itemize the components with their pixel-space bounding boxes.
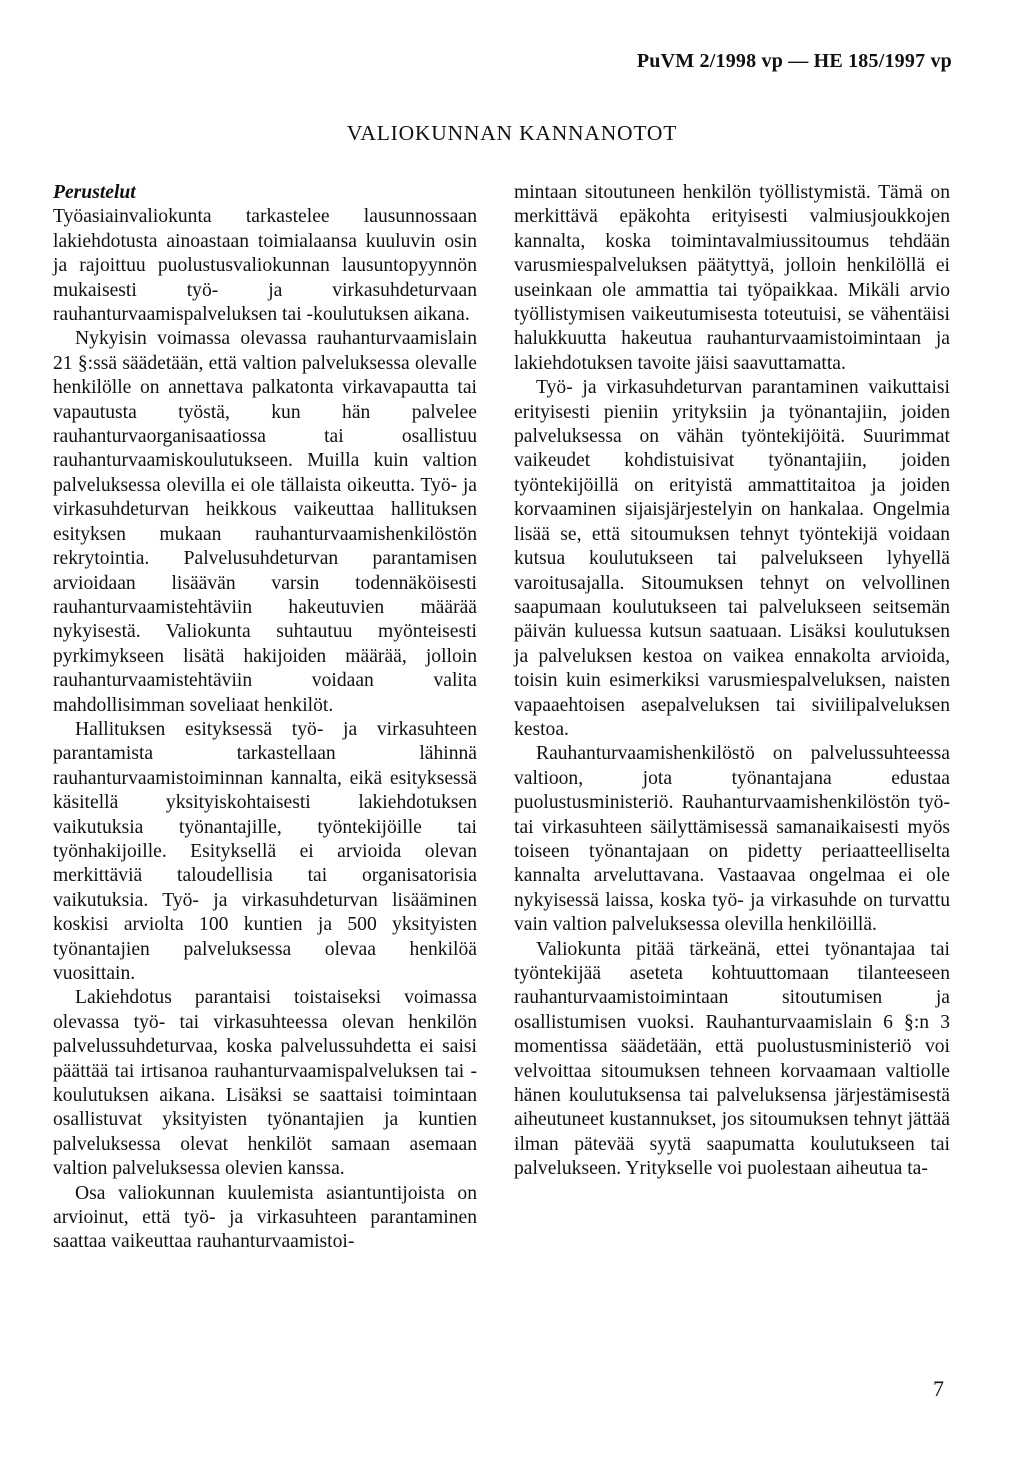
- paragraph: Työ- ja virkasuhdeturvan parantaminen vaikuttaisi erityisesti pieniin yrityksiin ja työnantajiin, joiden palveluksessa on vähän työntekijöitä. Suurimmat vaikeudet kohdistuisivat työnantajiin, joiden työntekijöillä on erityistä ammattitaitoa ja joiden korvaaminen sijaisjärjestelyin on hankalaa. Ongelmia lisää se, että sitoumuksen tehnyt työntekijä voidaan kutsua koulutukseen tai palvelukseen lyhyellä varoitusajalla. Sitoumuksen tehnyt on velvollinen saapumaan koulutukseen tai palvelukseen seitsemän päivän kuluessa kutsun saatuaan. Lisäksi koulutuksen ja palveluksen kestoa on vaikea ennakolta arvioida, toisin kuin esimerkiksi varusmiespalveluksen, naisten vapaaehtoisen asepalveluksen tai siviilipalveluksen kestoa.: [514, 377, 950, 740]
- paragraph: Osa valiokunnan kuulemista asiantuntijoista on arvioinut, että työ- ja virkasuhteen parantaminen saattaa vaikeuttaa rauhanturvaamistoi-: [53, 1182, 477, 1253]
- paragraph: Lakiehdotus parantaisi toistaiseksi voimassa olevassa työ- tai virkasuhteessa olevan henkilön palvelussuhdeturvaa, koska palvelussuhdetta ei saisi päättää tai irtisanoa rauhanturvaamispalveluksen tai -koulutuksen aikana. Lisäksi se saattaisi toimintaan osallistuvat yksityisten työnantajien ja kuntien palveluksessa olevat henkilöt samaan asemaan valtion palveluksessa olevien kanssa.: [53, 987, 477, 1180]
- left-column: [53, 181, 477, 1255]
- section-title: VALIOKUNNAN KANNANOTOT: [346, 121, 678, 145]
- paragraph: Valiokunta pitää tärkeänä, ettei työnantajaa tai työntekijää aseteta kohtuuttomaan tilanteeseen rauhanturvaamistoimintaan sitoutumisen ja osallistumisen vuoksi. Rauhanturvaamislain 6 §:n 3 momentissa säädetään, että puolustusministeriö voi velvoittaa sitoumuksen tehneen korvaamaan valtiolle hänen koulutuksensa tai palveluksensa järjestämisestä aiheutuneet kustannukset, jos sitoumuksen tehnyt jättää ilman pätevää syytä saapumatta koulutukseen tai palvelukseen. Yritykselle voi puolestaan aiheutua ta-: [514, 938, 950, 1180]
- document-reference: PuVM 2/1998 vp — HE 185/1997 vp: [636, 50, 952, 72]
- page-number: 7: [933, 1376, 944, 1401]
- paragraph: Työasiainvaliokunta tarkastelee lausunnossaan lakiehdotusta ainoastaan toimialaansa kuuluvin osin ja rajoittuu puolustusvaliokunnan lausuntopyynnön mukaisesti työ- ja virkasuhdeturvaan rauhanturvaamispalveluksen tai -koulutuksen aikana.: [53, 206, 477, 326]
- paragraph: Hallituksen esityksessä työ- ja virkasuhteen parantamista tarkastellaan lähinnä rauhanturvaamistoiminnan kannalta, eikä esityksessä käsitellä yksityiskohtaisesti lakiehdotuksen vaikutuksia työnantajille, työntekijöille tai työnhakijoille. Esityksellä ei arvioida olevan merkittäviä taloudellisia tai organisatorisia vaikutuksia. Työ- ja virkasuhdeturvan lisääminen koskisi arviolta 100 kuntien ja 500 yksityisten työnantajien palveluksessa olevaa henkilöä vuosittain.: [53, 718, 477, 984]
- paragraph: Nykyisin voimassa olevassa rauhanturvaamislain 21 §:ssä säädetään, että valtion palveluksessa olevalle henkilölle on annettava palkatonta virkavapautta tai vapautusta työstä, kun hän palvelee rauhanturvaorganisaatiossa tai osallistuu rauhanturvaamiskoulutukseen. Muilla kuin valtion palveluksessa olevilla ei ole tällaista oikeutta. Työ- ja virkasuhdeturvan heikkous vaikeuttaa hallituksen esityksen mukaan rauhanturvaamishenkilöstön rekrytointia. Palvelusuhdeturvan parantamisen arvioidaan lisäävän varsin todennäköisesti rauhanturvaamistehtäviin hakeutuvien määrää nykyisestä. Valiokunta suhtautuu myönteisesti pyrkimykseen lisätä hakijoiden määrää, jolloin rauhanturvaamistehtäviin voidaan valita mahdollisimman soveliaat henkilöt.: [53, 328, 477, 716]
- subsection-heading: Perustelut: [53, 182, 136, 203]
- paragraph: Rauhanturvaamishenkilöstö on palvelussuhteessa valtioon, jota työnantajana edustaa puolustusministeriö. Rauhanturvaamishenkilöstön työ- tai virkasuhteen säilyttämisessä samanaikaisesti myös toiseen työnantajaan on pidetty periaatteelliselta kannalta arveluttavana. Vastaavaa ongelmaa ei ole nykyisessä laissa, koska työ- ja virkasuhde on turvattu vain valtion palveluksessa olevilla henkilöillä.: [514, 743, 950, 936]
- paragraph: mintaan sitoutuneen henkilön työllistymistä. Tämä on merkittävä epäkohta erityisesti valmiusjoukkojen kannalta, koska toimintavalmiussitoumus tehdään varusmiespalveluksen päätyttyä, jolloin henkilöllä ei useinkaan ole ammattia tai työpaikkaa. Mikäli arvio työllistymisen vaikeutumisesta toteutuisi, se vähentäisi halukkuutta hakeutua rauhanturvaamistoimintaan ja lakiehdotuksen tavoite jäisi saavuttamatta.: [514, 182, 950, 374]
- right-column: [514, 181, 950, 1182]
